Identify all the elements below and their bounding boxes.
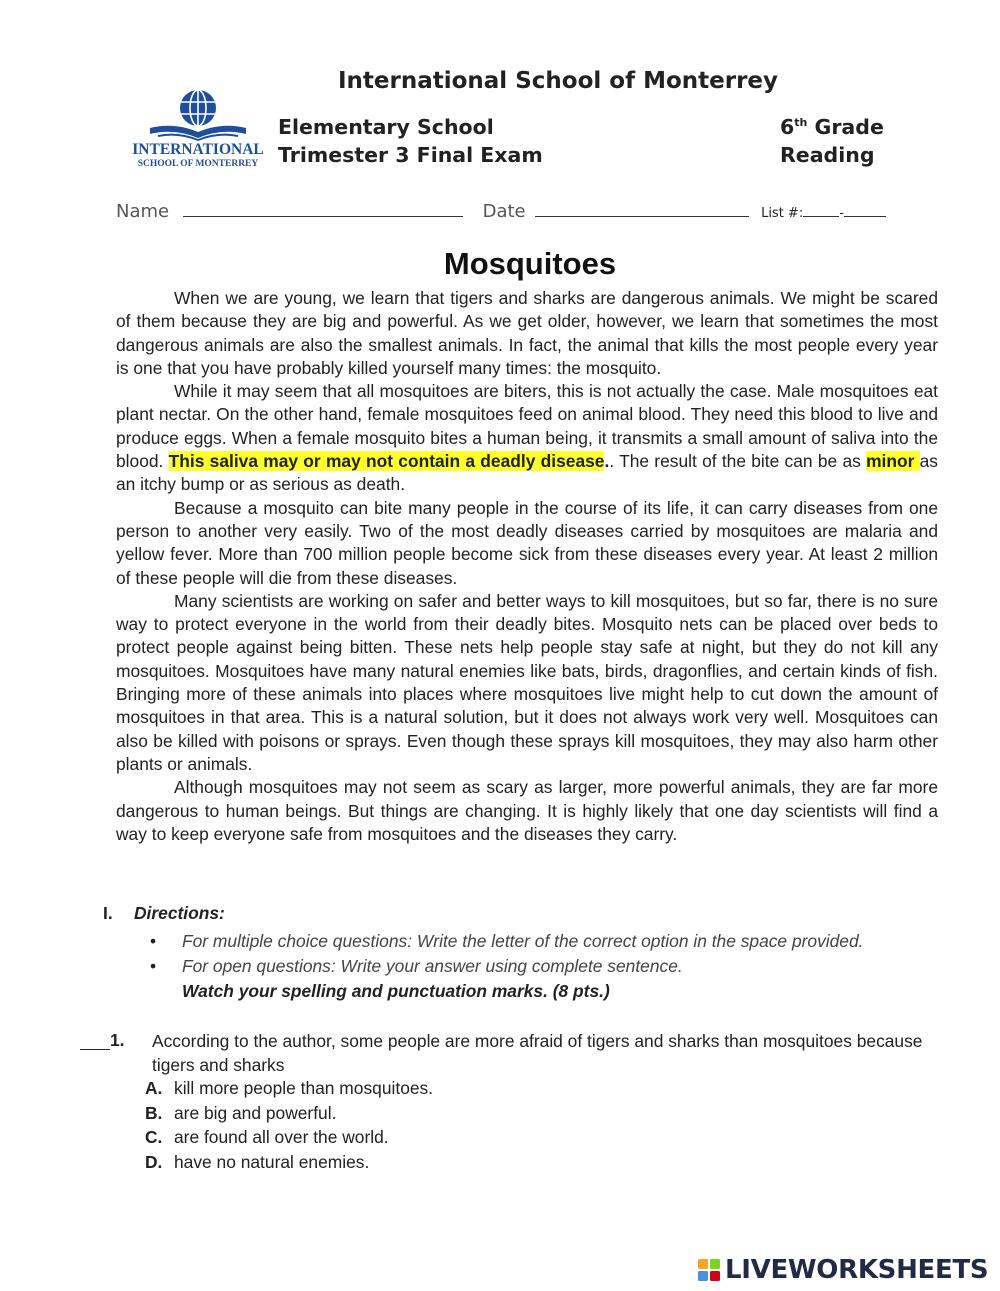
grade-suffix: th bbox=[794, 116, 808, 130]
question-number: 1. bbox=[110, 1030, 125, 1050]
subject-label: Reading bbox=[780, 143, 875, 167]
paragraph-4: Many scientists are working on safer and better ways to kill mosquitoes, but so far, there is no sure way to protect everyone in the world from their deadly bites. Mosquito nets can be placed over beds to protect people against being bitten. These nets help people stay safe at night, but they do not kill any mosquitoes. Mosquitoes have many natural enemies like bats, birds, dragonflies, and certain kinds of fish. Bringing more of these animals into places where mosquitoes live might help to cut down the amount of mosquitoes in that area. This is a natural solution, but it does not always work very well. Mosquitoes can also be killed with poisons or sprays. Even though these sprays kill mosquitoes, they may also harm other plants or animals. bbox=[116, 590, 938, 774]
highlighted-sentence: This saliva may or may not contain a deadly disease bbox=[168, 451, 605, 472]
paragraph-5: Although mosquitoes may not seem as scary as larger, more powerful animals, they are far more dangerous to human beings. But things are changing. It is highly likely that one day scientists will find a way to keep everyone safe from mosquitoes and the diseases they carry. bbox=[116, 777, 938, 844]
liveworksheets-logo-icon bbox=[698, 1259, 720, 1281]
directions-heading bbox=[103, 903, 225, 924]
article-title: Mosquitoes bbox=[443, 246, 617, 281]
option-c: C. are found all over the world. bbox=[145, 1127, 389, 1148]
direction-item: • For multiple choice questions: Write the letter of the correct option in the space provided. bbox=[150, 931, 864, 951]
name-field[interactable] bbox=[183, 198, 463, 217]
list-number-field-2[interactable] bbox=[844, 198, 886, 217]
directions-label: Directions: bbox=[134, 903, 225, 923]
date-field[interactable] bbox=[535, 198, 749, 217]
answer-blank[interactable] bbox=[80, 1030, 110, 1050]
list-number-field[interactable] bbox=[803, 198, 839, 217]
logo-text-line1: INTERNATIONAL bbox=[132, 141, 264, 158]
school-title: International School of Monterrey bbox=[337, 68, 779, 94]
option-d: D. have no natural enemies. bbox=[145, 1151, 370, 1172]
liveworksheets-brand: LIVEWORKSHEETS bbox=[725, 1255, 989, 1285]
directions-list bbox=[150, 929, 863, 1004]
logo-text-line2: SCHOOL OF MONTERREY bbox=[137, 159, 259, 169]
option-a: A. kill more people than mosquitoes. bbox=[145, 1078, 434, 1098]
paragraph-1: When we are young, we learn that tigers and sharks are dangerous animals. We might be scared of them because they are big and powerful. As we get older, however, we learn that sometimes the most dangerous animals are also the smallest animals. In fact, the animal that kills the most people every year is one that you have probably killed yourself many times: the mosquito. bbox=[116, 288, 938, 378]
paragraph-2: While it may seem that all mosquitoes are biters, this is not actually the case. Male mosquitoes eat plant nectar. On the other hand, female mosquitoes feed on animal blood. They need this blood to live and produce eggs. When a female mosquito bites a human being, it transmits a small amount of saliva into the blood. This saliva may or may not contain a deadly disease.. The result of the bite can be as minor as an itchy bump or as serious as death. bbox=[116, 381, 938, 495]
grade-label bbox=[780, 115, 884, 139]
answer-options bbox=[145, 1076, 433, 1174]
liveworksheets-footer bbox=[698, 1255, 988, 1285]
globe-icon bbox=[180, 90, 216, 126]
question-stem: According to the author, some people are more afraid of tigers and sharks than mosquitoes because tigers and sharks bbox=[152, 1031, 923, 1075]
section-number: I. bbox=[103, 903, 113, 923]
grade-word: Grade bbox=[814, 115, 884, 139]
book-icon bbox=[150, 126, 246, 138]
school-logo bbox=[128, 88, 268, 170]
direction-item: • For open questions: Write your answer using complete sentence. Watch your spelling and punctuation marks. (8 pts.) bbox=[150, 956, 683, 1001]
date-label: Date bbox=[482, 201, 526, 222]
grade-number: 6 bbox=[780, 115, 795, 139]
name-label: Name bbox=[116, 201, 170, 222]
list-label: List #: bbox=[761, 206, 804, 221]
student-info-line: Name Date List #: - bbox=[116, 198, 886, 222]
exam-name: Trimester 3 Final Exam bbox=[278, 143, 543, 167]
paragraph-3: Because a mosquito can bite many people in the course of its life, it can carry diseases from one person to another very easily. Two of the most deadly diseases carried by mosquitoes are malaria and yellow fever. More than 700 million people become sick from these diseases every year. At least 2 million of these people will die from these diseases. bbox=[116, 497, 938, 588]
school-level: Elementary School bbox=[278, 115, 494, 139]
highlighted-word: minor bbox=[866, 451, 920, 472]
article-body bbox=[116, 287, 938, 846]
option-b: B. are big and powerful. bbox=[145, 1102, 337, 1123]
